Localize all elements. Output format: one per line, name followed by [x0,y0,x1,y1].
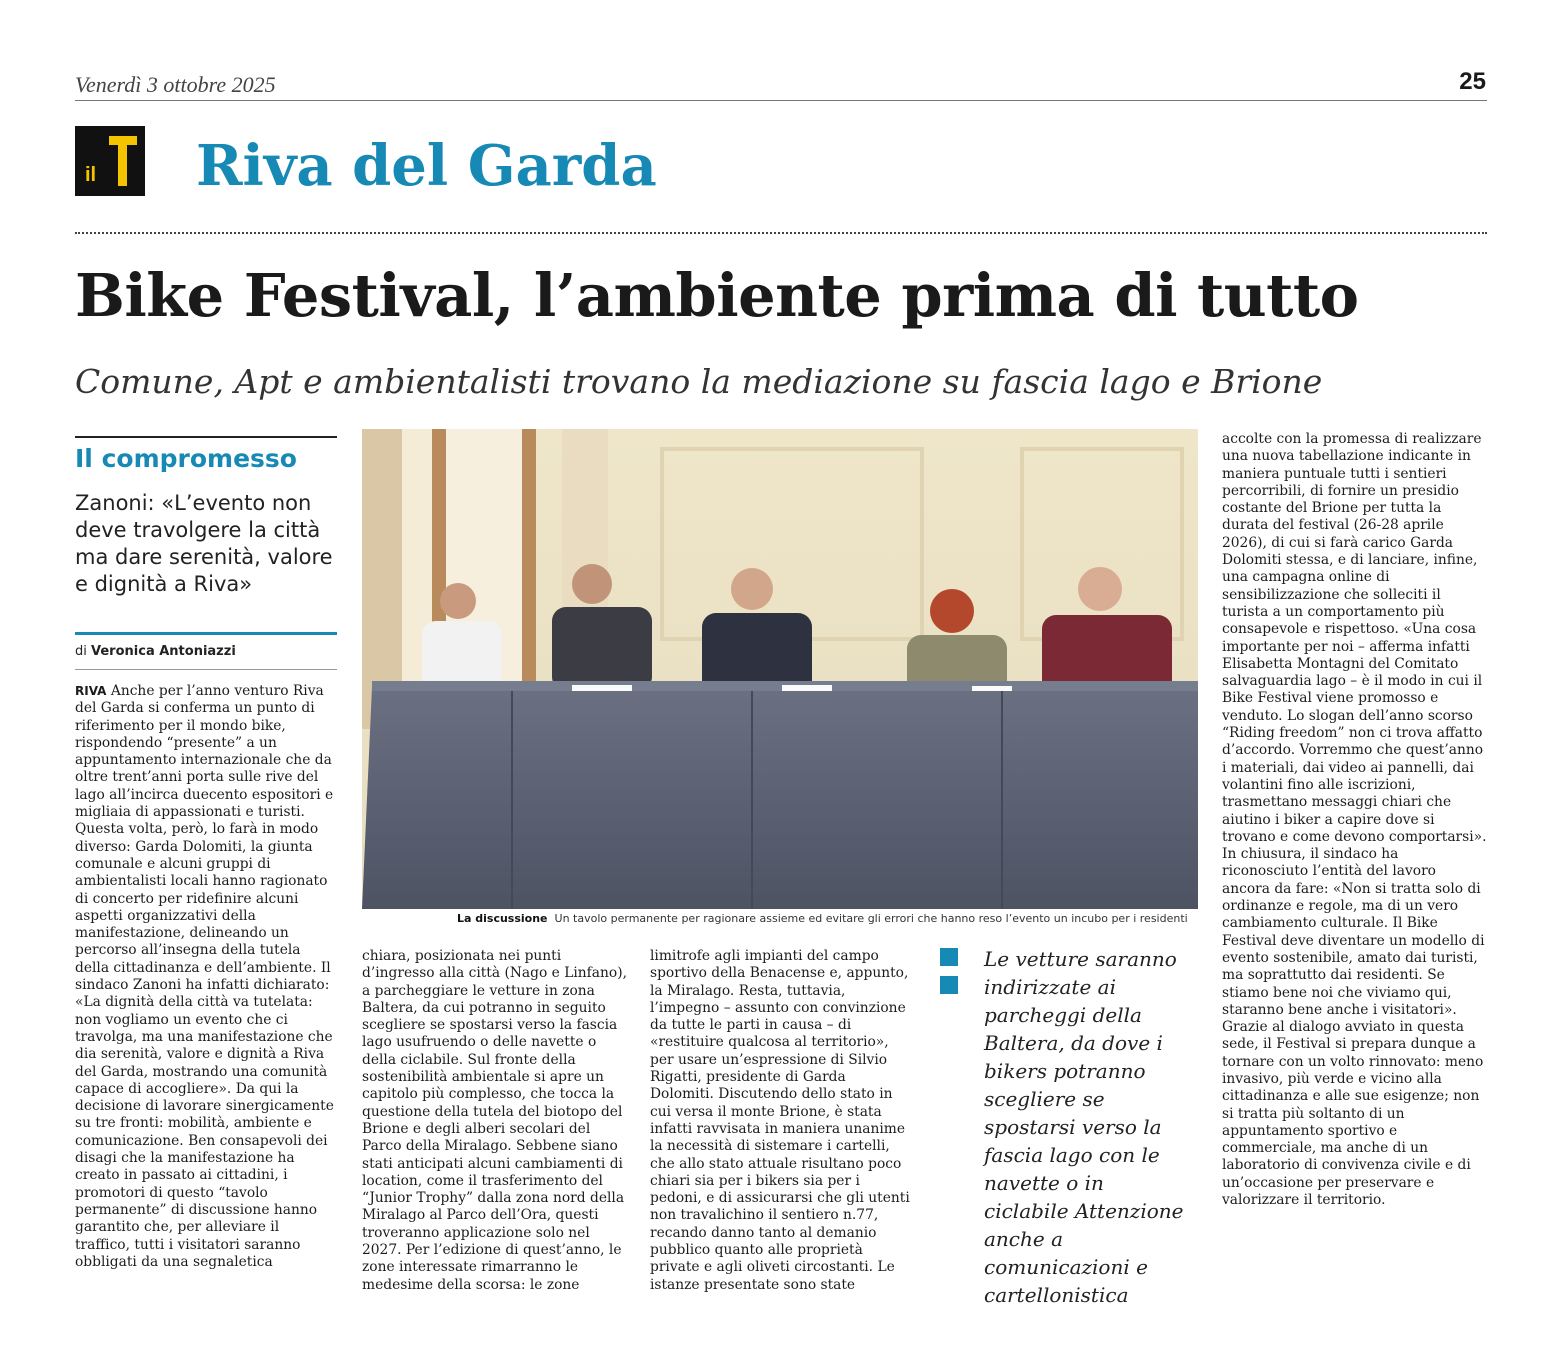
meeting-photo-illustration [362,429,1198,909]
article-column-2: chiara, posizionata nei punti d’ingresso alla città (Nago e Linfano), a parcheggiare le vetture in zona Baltera, da cui potranno in seguito scegliere se spostarsi verso la fascia lago usufruendo o delle navette o della ciclabile. Sul fronte della sostenibilità ambientale si apre un capitolo più complesso, che tocca la questione della tutela del biotopo del Brione e degli alberi secolari del Parco della Miralago. Sebbene siano stati anticipati alcuni cambiamenti di location, come il trasferimento del “Junior Trophy” dalla zona nord della Miralago al Parco dell’Ora, questi troveranno applicazione solo nel 2027. Per l’edizione di quest’anno, le zone interessate rimarranno le medesime della scorsa: le zone [362,948,627,1293]
section-divider [75,232,1487,234]
column-1-text: Anche per l’anno venturo Riva del Garda si conferma un punto di riferimento per il mondo bike, rispondendo “presente” a un appuntamento internazionale che da oltre trent’anni porta sulle rive del lago all’incirca duecento espositori e migliaia di appassionati e turisti. Questa volta, però, lo farà in modo diverso: Garda Dolomiti, la giunta comunale e alcuni gruppi di ambientalisti locali hanno ragionato di concerto per ridefinire alcuni aspetti organizzativi della manifestazione, delineando un percorso all’insegna della tutela della cittadinanza e dell’ambiente. Il sindaco Zanoni ha infatti dichiarato: «La dignità della città va tutelata: non vogliamo un evento che ci travolga, ma una manifestazione che dia serenità, valore e dignità a Riva del Garda, mostrando una comunità capace di accogliere». Da qui la decisione di lavorare sinergicamente su tre fronti: mobilità, ambiente e comunicazione. Ben consapevoli dei disagi che la manifestazione ha creato in passato ai cittadini, i promotori di questo “tavolo permanente” di discussione hanno garantito che, per alleviare il traffico, tutti i visitatori saranno obbligati da una segnaletica [75,683,334,1270]
article-photo [362,429,1198,909]
sidebox-bottom-rule [75,632,337,635]
header-rule [75,100,1487,101]
dateline: RIVA [75,684,107,698]
caption-text: Un tavolo permanente per ragionare assieme ed evitare gli errori che hanno reso l’evento un incubo per i residenti [554,912,1188,925]
author-name: Veronica Antoniazzi [91,644,236,659]
article-column-1 [75,683,337,1271]
byline [75,644,236,659]
newspaper-logo: il [75,126,145,196]
subheadline: Comune, Apt e ambientalisti trovano la mediazione su fascia lago e Brione [75,362,1323,401]
issue-date: Venerdì 3 ottobre 2025 [75,72,276,97]
photo-caption [457,912,1188,925]
sidebox-top-rule [75,436,337,438]
page-number: 25 [1459,68,1486,95]
pullquote: Le vetture saranno indirizzate ai parcheggi della Baltera, da dove i bikers potranno scegliere se spostarsi verso la fascia lago con le navette o in ciclabile Attenzione anche a comunicazioni e cartellonistica [984,947,1184,1307]
pullquote-marker [940,976,958,994]
section-title: Riva del Garda [196,133,657,199]
sidebox-quote: Zanoni: «L’evento non deve travolgere la città ma dare serenità, valore e dignità a Riva» [75,491,333,596]
caption-label: La discussione [457,912,548,925]
article-column-3: limitrofe agli impianti del campo sportivo della Benacense e, appunto, la Miralago. Resta, tuttavia, l’impegno – assunto con convinzione da tutte le parti in causa – di «restituire qualcosa al territorio», per usare un’espressione di Silvio Rigatti, presidente di Garda Dolomiti. Discutendo dello stato in cui versa il monte Brione, è stata infatti ravvisata in maniera unanime la necessità di sistemare i cartelli, che allo stato attuale risultano poco chiari sia per i bikers sia per i pedoni, e di assicurarsi che gli utenti non travalichino il sentiero n.77, recando danno tanto al demanio pubblico quanto alle proprietà private e agli oliveti circostanti. Le istanze presentate sono state [650,948,910,1293]
article-column-4: accolte con la promessa di realizzare una nuova tabellazione indicante in maniera puntuale tutti i sentieri percorribili, di fornire un presidio costante del Brione per tutta la durata del festival (26-28 aprile 2026), di cui si farà carico Garda Dolomiti stessa, e di lanciare, infine, una campagna online di sensibilizzazione che solleciti il turista a un comportamento più consapevole e rispettoso. «Una cosa importante per noi – afferma infatti Elisabetta Montagni del Comitato salvaguardia lago – è il modo in cui il Bike Festival viene promosso e venduto. Lo slogan dell’anno scorso “Riding freedom” non ci trova affatto d’accordo. Vorremmo che quest’anno i materiali, dai video ai pannelli, dai volantini fino alle iscrizioni, trasmettano messaggi chiari che aiutino i biker a capire dove si trovano e come devono comportarsi». In chiusura, il sindaco ha riconosciuto l’entità del lavoro ancora da fare: «Non si tratta solo di ordinanze e regole, ma di un vero cambiamento culturale. Il Bike Festival deve diventare un modello di evento sostenibile, amato dai turisti, ma soprattutto dai residenti. Se stiamo bene noi che viviamo qui, staranno bene anche i visitatori». Grazie al dialogo avviato in questa sede, il Festival si prepara dunque a tornare con un volto rinnovato: meno invasivo, più verde e vicino alla cittadinanza e alle sue esigenze; non si tratta più soltanto di un appuntamento sportivo e commerciale, ma anche di un laboratorio di convivenza civile e di un’occasione per preservare e valorizzare il territorio. [1222,431,1487,1209]
sidebox-title: Il compromesso [75,444,297,473]
pullquote-marker [940,948,958,966]
headline: Bike Festival, l’ambiente prima di tutto [75,261,1359,330]
byline-rule [75,669,337,670]
byline-prefix: di [75,644,87,659]
